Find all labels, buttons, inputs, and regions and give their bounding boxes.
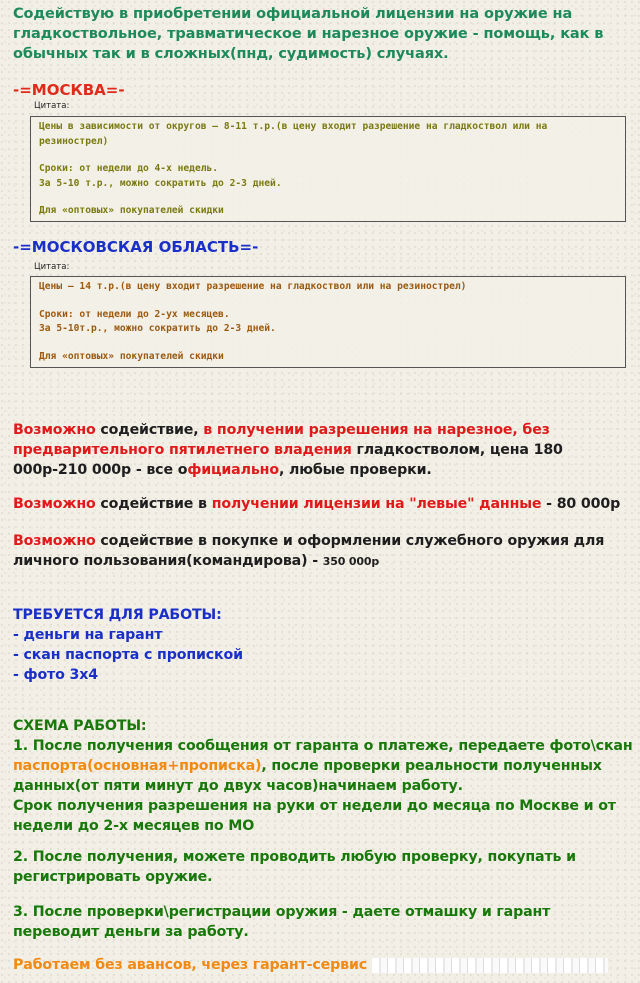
intro-text: Содействую в приобретении официальной лицензии на оружие на гладкоствольное, травматическое и нарезное оружие - помощь, как в обычных так и в сложных(пнд, судимость) случаях. [13,6,604,62]
region-price-quote [30,276,626,368]
quote-label: Цитата: [34,262,70,272]
footer-line [13,955,638,975]
scheme-step-1: 1. После получения сообщения от гаранта о платеже, передаете фото\скан паспорта(основная+прописка), после проверки реальности полученных данных(от пяти минут до двух часов)начинаем работу. [13,738,633,794]
quote-line: Для «оптовых» покупателей скидки [39,350,224,362]
footer-text: Работаем без авансов, через гарант-сервис [13,957,368,973]
requirements-title: ТРЕБУЕТСЯ ДЛЯ РАБОТЫ: [13,607,222,623]
quote-label: Цитата: [34,101,70,111]
offer-service-weapon: Возможно содействие в покупке и оформлении служебного оружия для личного пользования(командирова) - 350 000р [13,533,605,569]
quote-line: Сроки: от недели до 2-ух месяцев. [39,308,230,320]
scheme-step-3: 3. После проверки\регистрации оружия - даете отмашку и гарант переводит деньги за работу. [13,904,551,940]
quote-line: Цены в зависимости от округов – 8-11 т.р.(в цену входит разрешение на гладкоствол или на резинострел) [39,121,548,147]
requirement-item: - скан паспорта с пропиской [13,647,243,663]
quote-line: Цены – 14 т.р.(в цену входит разрешение на гладкоствол или на резинострел) [39,281,467,292]
scheme-step-2: 2. После получения, можете проводить любую проверку, покупать и регистрировать оружие. [13,849,576,885]
moscow-price-quote [30,116,626,222]
offer-left-data-license: Возможно содействие в получении лицензии на "левые" данные - 80 000р [13,496,621,512]
requirement-item: - деньги на гарант [13,627,163,643]
offer-rifled-permit: Возможно содействие, в получении разрешения на нарезное, без предварительного пятилетнего владения гладкостволом, цена 180 000р-210 000р - все официально, любые проверки. [13,422,563,478]
moscow-heading: -=МОСКВА=- [13,81,125,99]
redacted-link [372,958,608,973]
region-heading: -=МОСКОВСКАЯ ОБЛАСТЬ=- [13,238,259,256]
scheme-block [13,716,633,836]
requirement-item: - фото 3х4 [13,667,98,683]
quote-line: Для «оптовых» покупателей скидки [39,205,224,216]
quote-line: Сроки: от недели до 4-х недель. [39,163,219,174]
scheme-step-1-term: Срок получения разрешения на руки от недели до месяца по Москве и от недели до 2-х месяцев по МО [13,798,616,834]
scheme-title: СХЕМА РАБОТЫ: [13,718,147,734]
requirements-block [13,605,613,685]
quote-line: За 5-10т.р., можно сократить до 2-3 дней. [39,323,276,334]
quote-line: За 5-10 т.р., можно сократить до 2-3 дней. [39,177,282,189]
